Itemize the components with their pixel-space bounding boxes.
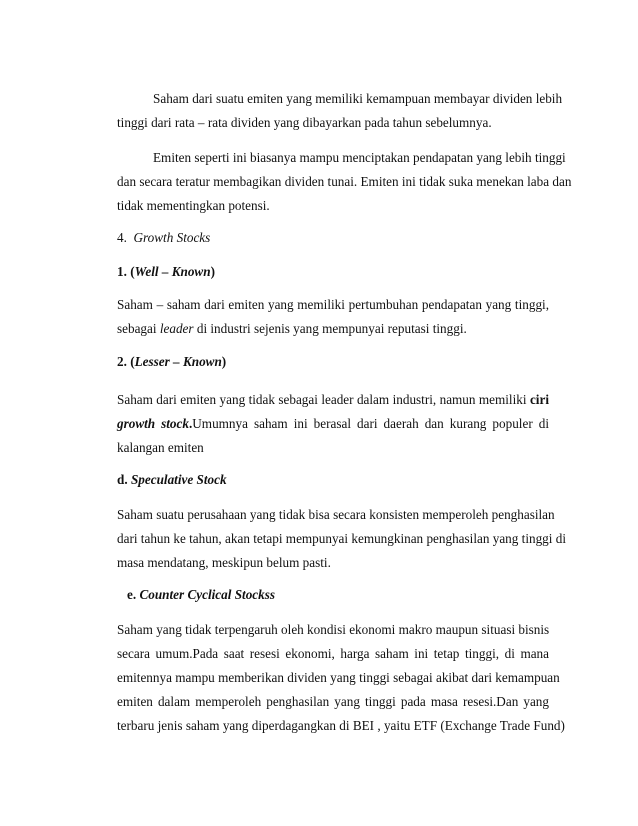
heading-close: ) (210, 264, 215, 279)
text-line: secara umum.Pada saat resesi ekonomi, harga saham ini tetap tinggi, di mana (117, 646, 549, 661)
paragraph-speculative-stock (117, 503, 566, 575)
text-line: dari tahun ke tahun, akan tetapi mempunyai kemungkinan penghasilan yang tinggi di (117, 531, 566, 546)
heading-number: d. (117, 472, 131, 487)
text-line: Emiten seperti ini biasanya mampu menciptakan pendapatan yang lebih tinggi (153, 150, 566, 165)
paragraph-lesser-known (117, 388, 549, 460)
heading-number: 2. ( (117, 354, 135, 369)
heading-growth-stocks (117, 226, 549, 250)
paragraph-well-known (117, 293, 549, 341)
heading-lesser-known (117, 350, 549, 374)
text-line: tinggi dari rata – rata dividen yang dibayarkan pada tahun sebelumnya. (117, 115, 492, 130)
text-line: terbaru jenis saham yang diperdagangkan di BEI , yaitu ETF (Exchange Trade Fund) (117, 718, 565, 733)
heading-title: Speculative Stock (130, 472, 227, 487)
heading-close: ) (221, 354, 227, 369)
heading-number: 1. ( (117, 264, 135, 279)
heading-number: e. (127, 587, 140, 602)
text-line: kalangan emiten (117, 440, 204, 455)
text-line: Saham dari suatu emiten yang memiliki kemampuan membayar dividen lebih (153, 91, 563, 106)
text-line: dan secara teratur membagikan dividen tunai. Emiten ini tidak suka menekan laba dan (117, 174, 572, 189)
paragraph-dividend-emiten (117, 87, 563, 135)
paragraph-emiten-description (117, 146, 572, 218)
text-line: Saham suatu perusahaan yang tidak bisa secara konsisten memperoleh penghasilan (117, 507, 555, 522)
heading-title: Well – Known (134, 264, 211, 279)
heading-title: Counter Cyclical Stockss (139, 587, 275, 602)
heading-number: 4. (117, 230, 127, 245)
heading-title: Growth Stocks (133, 230, 211, 245)
text-line: sebagai leader di industri sejenis yang mempunyai reputasi tinggi. (117, 321, 467, 336)
text-line: Saham dari emiten yang tidak sebagai leader dalam industri, namun memiliki ciri (117, 392, 549, 407)
text-line: Saham yang tidak terpengaruh oleh kondisi ekonomi makro maupun situasi bisnis (117, 622, 550, 637)
emphasis-growth-stock: growth stock (117, 416, 189, 431)
text-line: Saham – saham dari emiten yang memiliki pertumbuhan pendapatan yang tinggi, (117, 297, 549, 312)
paragraph-counter-cyclical (117, 618, 565, 738)
text-line: growth stock.Umumnya saham ini berasal dari daerah dan kurang populer di (117, 416, 549, 431)
text-line: masa mendatang, meskipun belum pasti. (117, 555, 331, 570)
text-line: emitennya mampu memberikan dividen yang tinggi sebagai akibat dari kemampuan (117, 670, 560, 685)
emphasis-ciri: ciri (529, 392, 549, 407)
heading-counter-cyclical (117, 583, 549, 607)
text-line: emiten dalam memperoleh penghasilan yang tinggi pada masa resesi.Dan yang (117, 694, 549, 709)
heading-well-known (117, 260, 549, 284)
emphasis-leader: leader (159, 321, 194, 336)
text-line: tidak mementingkan potensi. (117, 198, 270, 213)
heading-speculative-stock (117, 468, 549, 492)
heading-title: Lesser – Known (134, 354, 222, 369)
